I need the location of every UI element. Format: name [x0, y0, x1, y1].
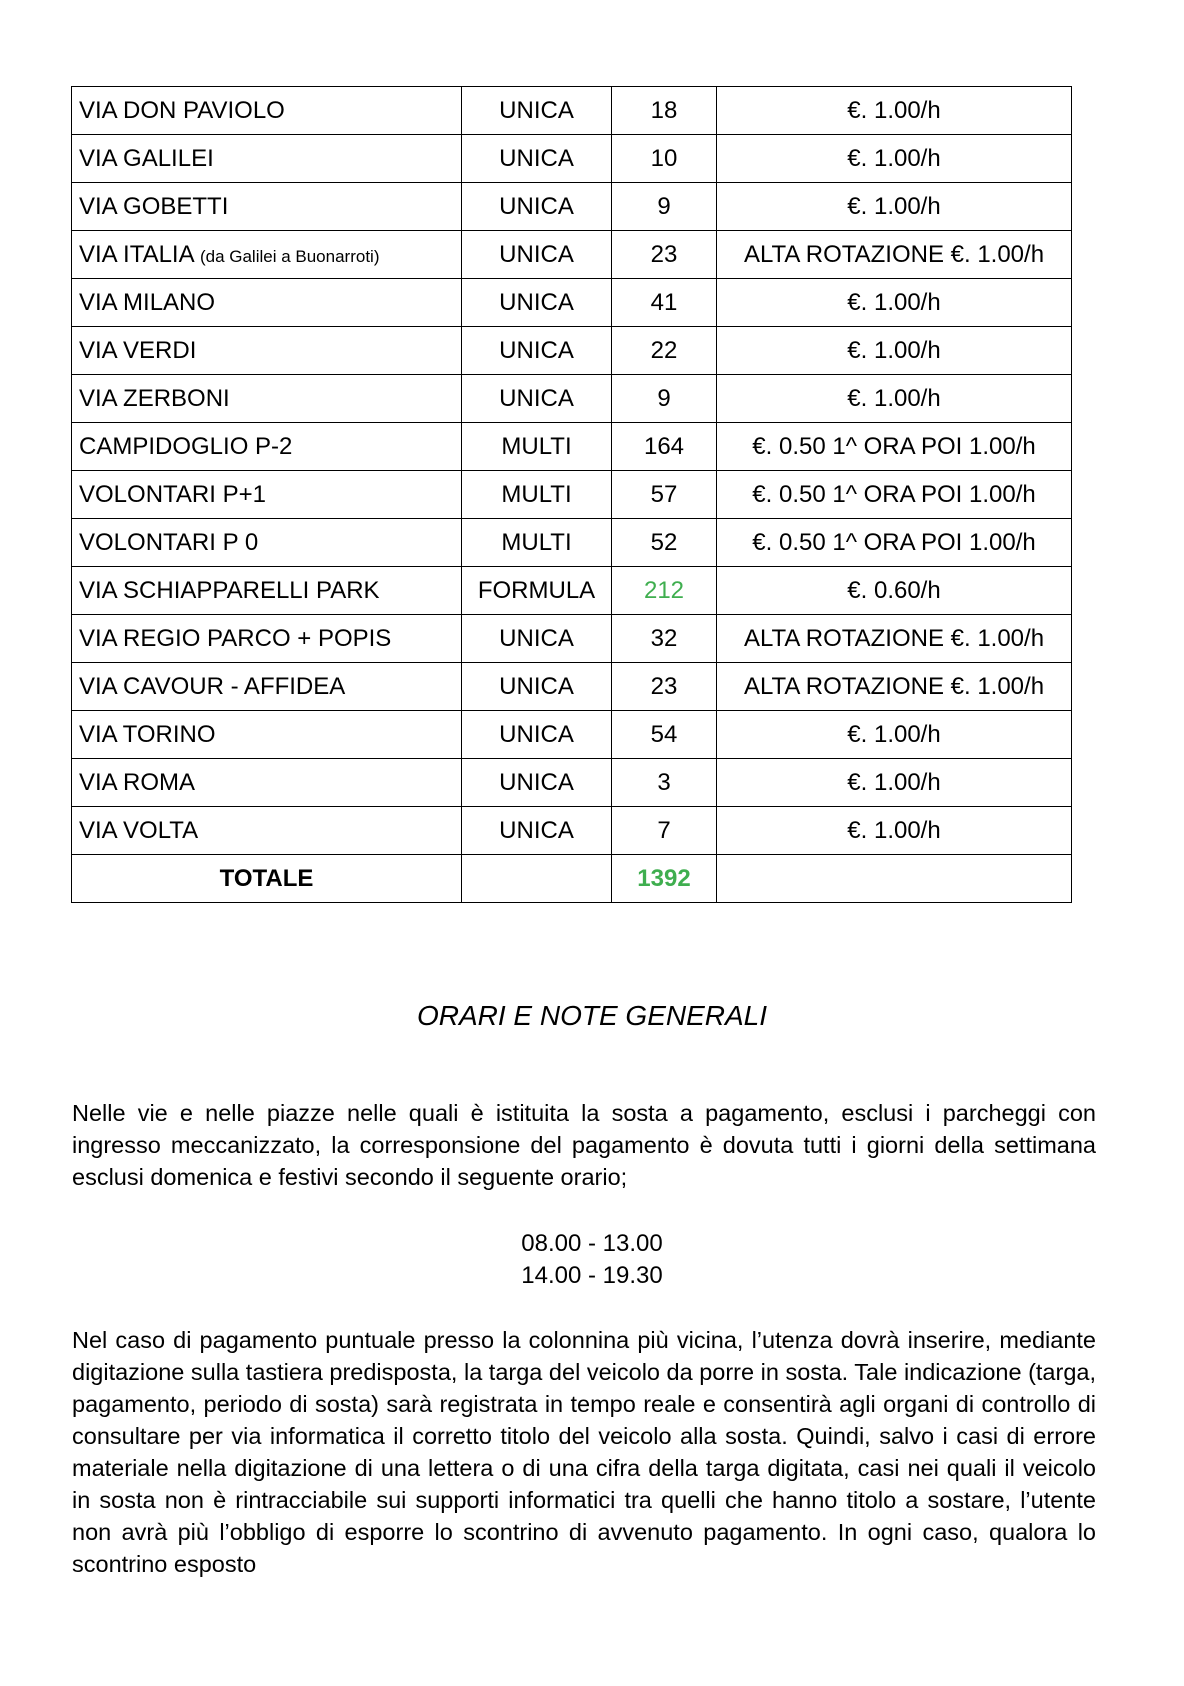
tariff-cell: €. 1.00/h	[717, 375, 1072, 423]
spaces-count-cell: 212	[612, 567, 717, 615]
zone-type-cell: UNICA	[462, 663, 612, 711]
payment-paragraph: Nel caso di pagamento puntuale presso la colonnina più vicina, l’utenza dovrà inserire, mediante digitazione sulla tastiera predisposta, la targa del veicolo da porre in sosta. Tale indicazione (targa, pagamento, periodo di sosta) sarà registrata in tempo reale e consentirà agli organi di controllo di consultare per via informatica il corretto titolo del veicolo alla sosta. Quindi, salvo i casi di errore materiale nella digitazione di una lettera o di una cifra della targa digitata, casi nei quali il veicolo in sosta non è rintracciabile sui supporti informatici tra quelli che hanno titolo a sostare, l’utente non avrà più l’obbligo di esporre lo scontrino di avvenuto pagamento. In ogni caso, qualora lo scontrino esposto	[72, 1327, 1096, 1577]
tariff-cell: €. 1.00/h	[717, 711, 1072, 759]
tariff-cell: €. 0.50 1^ ORA POI 1.00/h	[717, 471, 1072, 519]
table-row	[72, 423, 1072, 471]
street-name-cell	[72, 567, 462, 615]
street-name-cell	[72, 807, 462, 855]
street-name-cell	[72, 375, 462, 423]
total-row	[72, 855, 1072, 903]
street-name-cell	[72, 759, 462, 807]
spaces-count-cell: 23	[612, 663, 717, 711]
spaces-count-cell: 9	[612, 375, 717, 423]
parking-table	[71, 86, 1072, 903]
zone-type-cell: UNICA	[462, 807, 612, 855]
zone-type-cell: UNICA	[462, 135, 612, 183]
spaces-count-cell: 23	[612, 231, 717, 279]
zone-type-cell: UNICA	[462, 87, 612, 135]
opening-hours	[0, 1228, 1184, 1292]
spaces-count-cell: 9	[612, 183, 717, 231]
tariff-cell: €. 1.00/h	[717, 183, 1072, 231]
hours-morning: 08.00 - 13.00	[521, 1230, 663, 1257]
table-row	[72, 471, 1072, 519]
total-label-cell: TOTALE	[72, 855, 462, 903]
street-name: VIA TORINO	[79, 720, 216, 748]
table-row	[72, 615, 1072, 663]
street-name-cell	[72, 135, 462, 183]
spaces-count-cell: 3	[612, 759, 717, 807]
street-name: VIA GALILEI	[79, 144, 214, 172]
tariff-cell: €. 0.50 1^ ORA POI 1.00/h	[717, 423, 1072, 471]
street-name-cell	[72, 615, 462, 663]
spaces-count-cell: 10	[612, 135, 717, 183]
hours-paragraph: Nelle vie e nelle piazze nelle quali è istituita la sosta a pagamento, esclusi i parcheggi con ingresso meccanizzato, la corresponsione del pagamento è dovuta tutti i giorni della settimana esclusi domenica e festivi secondo il seguente orario;	[72, 1100, 1096, 1190]
table-row	[72, 519, 1072, 567]
zone-type-cell: UNICA	[462, 375, 612, 423]
street-name: VIA ROMA	[79, 768, 196, 796]
tariff-cell: ALTA ROTAZIONE €. 1.00/h	[717, 663, 1072, 711]
street-name-cell	[72, 183, 462, 231]
zone-type-cell: UNICA	[462, 711, 612, 759]
street-name: VOLONTARI P+1	[79, 480, 266, 508]
total-type-cell	[462, 855, 612, 903]
spaces-count-cell: 57	[612, 471, 717, 519]
tariff-cell: €. 0.60/h	[717, 567, 1072, 615]
tariff-cell: ALTA ROTAZIONE €. 1.00/h	[717, 615, 1072, 663]
street-name: VIA MILANO	[79, 288, 216, 316]
street-name-cell	[72, 423, 462, 471]
street-name: VIA SCHIAPPARELLI PARK	[79, 576, 380, 604]
section-title: ORARI E NOTE GENERALI	[416, 1000, 768, 1031]
spaces-count-cell: 7	[612, 807, 717, 855]
spaces-count-cell: 18	[612, 87, 717, 135]
tariff-cell: €. 1.00/h	[717, 759, 1072, 807]
street-name-cell	[72, 279, 462, 327]
table-row	[72, 87, 1072, 135]
zone-type-cell: FORMULA	[462, 567, 612, 615]
street-name-cell	[72, 231, 462, 279]
street-name-cell	[72, 87, 462, 135]
street-note: (da Galilei a Buonarroti)	[199, 246, 380, 266]
zone-type-cell: UNICA	[462, 183, 612, 231]
zone-type-cell: UNICA	[462, 615, 612, 663]
table-row	[72, 375, 1072, 423]
tariff-cell: €. 1.00/h	[717, 327, 1072, 375]
table-row	[72, 183, 1072, 231]
street-name: VIA ZERBONI	[79, 384, 230, 412]
table-row	[72, 807, 1072, 855]
tariff-cell: €. 0.50 1^ ORA POI 1.00/h	[717, 519, 1072, 567]
street-name: CAMPIDOGLIO P-2	[79, 432, 293, 460]
zone-type-cell: MULTI	[462, 519, 612, 567]
street-name: VIA CAVOUR - AFFIDEA	[79, 672, 346, 700]
hours-afternoon: 14.00 - 19.30	[521, 1262, 663, 1289]
tariff-cell: €. 1.00/h	[717, 135, 1072, 183]
street-name-cell	[72, 519, 462, 567]
table-row	[72, 711, 1072, 759]
table-row	[72, 759, 1072, 807]
zone-type-cell: UNICA	[462, 327, 612, 375]
street-name: VIA VOLTA	[79, 816, 199, 844]
spaces-count-cell: 22	[612, 327, 717, 375]
tariff-cell: €. 1.00/h	[717, 807, 1072, 855]
parking-table-body	[72, 87, 1072, 903]
spaces-count-cell: 54	[612, 711, 717, 759]
zone-type-cell: MULTI	[462, 471, 612, 519]
street-name: VIA GOBETTI	[79, 192, 229, 220]
street-name-cell	[72, 711, 462, 759]
zone-type-cell: UNICA	[462, 279, 612, 327]
table-row	[72, 135, 1072, 183]
spaces-count-cell: 41	[612, 279, 717, 327]
zone-type-cell: UNICA	[462, 231, 612, 279]
zone-type-cell: UNICA	[462, 759, 612, 807]
street-name-cell	[72, 663, 462, 711]
street-name-cell	[72, 327, 462, 375]
street-name: VIA DON PAVIOLO	[79, 96, 285, 124]
total-spaces-cell: 1392	[612, 855, 717, 903]
street-name-cell	[72, 471, 462, 519]
total-tariff-cell	[717, 855, 1072, 903]
spaces-count-cell: 52	[612, 519, 717, 567]
table-row	[72, 663, 1072, 711]
street-name: VIA ITALIA	[79, 240, 194, 268]
table-row	[72, 279, 1072, 327]
tariff-cell: €. 1.00/h	[717, 87, 1072, 135]
tariff-cell: €. 1.00/h	[717, 279, 1072, 327]
tariff-cell: ALTA ROTAZIONE €. 1.00/h	[717, 231, 1072, 279]
spaces-count-cell: 32	[612, 615, 717, 663]
table-row	[72, 327, 1072, 375]
spaces-count-cell: 164	[612, 423, 717, 471]
street-name: VIA REGIO PARCO + POPIS	[79, 624, 392, 652]
zone-type-cell: MULTI	[462, 423, 612, 471]
street-name: VIA VERDI	[79, 336, 197, 364]
table-row	[72, 231, 1072, 279]
table-row	[72, 567, 1072, 615]
street-name: VOLONTARI P 0	[79, 528, 259, 556]
